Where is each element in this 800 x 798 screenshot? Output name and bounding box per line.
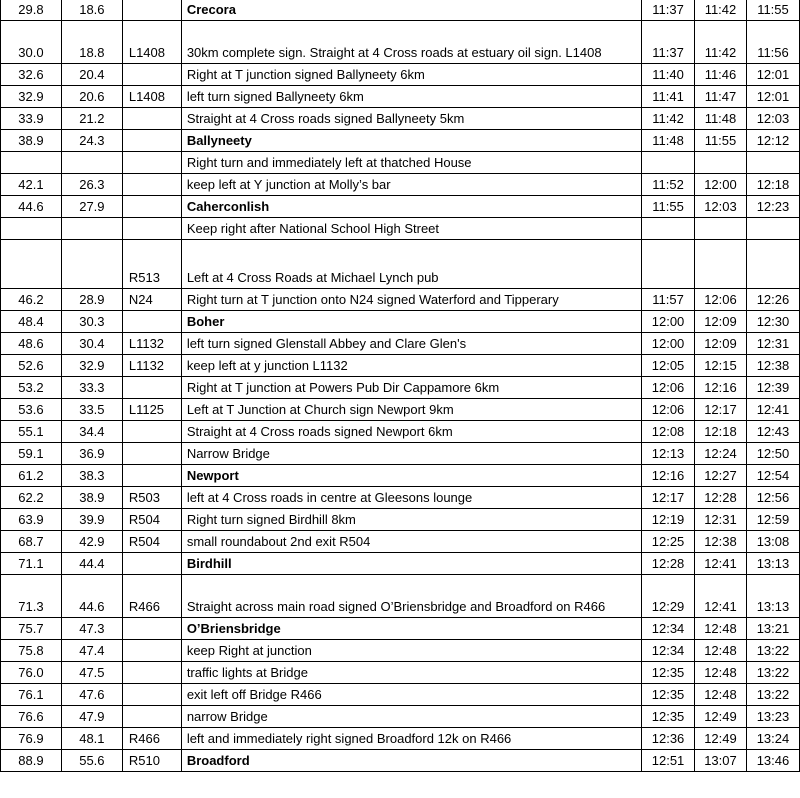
direction-cell: Straight across main road signed O’Briensbridge and Broadford on R466 (181, 575, 641, 618)
direction-cell: Right at T junction at Powers Pub Dir Cappamore 6km (181, 377, 641, 399)
town-name-cell: Ballyneety (181, 130, 641, 152)
distance-km-cell: 33.9 (1, 108, 62, 130)
distance-miles-cell: 20.4 (61, 64, 122, 86)
time-medium-cell: 12:41 (695, 575, 747, 618)
distance-miles-cell: 30.3 (61, 311, 122, 333)
time-fast-cell: 12:06 (642, 399, 695, 421)
road-number-cell (122, 465, 181, 487)
distance-miles-cell: 24.3 (61, 130, 122, 152)
distance-km-cell: 32.9 (1, 86, 62, 108)
table-row (1, 684, 800, 706)
direction-cell: left at 4 Cross roads in centre at Gleesons lounge (181, 487, 641, 509)
time-fast-cell: 12:35 (642, 662, 695, 684)
town-row (1, 196, 800, 218)
time-fast-cell (642, 218, 695, 240)
time-fast-cell: 12:06 (642, 377, 695, 399)
distance-miles-cell: 27.9 (61, 196, 122, 218)
distance-km-cell: 30.0 (1, 21, 62, 64)
distance-miles-cell (61, 240, 122, 289)
distance-km-cell: 71.3 (1, 575, 62, 618)
direction-cell: left turn signed Glenstall Abbey and Clare Glen's (181, 333, 641, 355)
time-slow-cell: 11:55 (746, 0, 799, 21)
distance-miles-cell: 18.8 (61, 21, 122, 64)
distance-km-cell: 46.2 (1, 289, 62, 311)
road-number-cell (122, 684, 181, 706)
distance-miles-cell: 39.9 (61, 509, 122, 531)
time-medium-cell: 12:48 (695, 684, 747, 706)
time-medium-cell: 12:28 (695, 487, 747, 509)
time-slow-cell (746, 152, 799, 174)
distance-km-cell: 44.6 (1, 196, 62, 218)
road-number-cell (122, 553, 181, 575)
time-medium-cell: 11:47 (695, 86, 747, 108)
town-row (1, 0, 800, 21)
distance-miles-cell: 33.3 (61, 377, 122, 399)
time-slow-cell: 13:24 (746, 728, 799, 750)
table-row (1, 218, 800, 240)
time-medium-cell: 12:15 (695, 355, 747, 377)
distance-km-cell: 68.7 (1, 531, 62, 553)
table-row (1, 443, 800, 465)
time-fast-cell: 12:17 (642, 487, 695, 509)
time-medium-cell: 12:41 (695, 553, 747, 575)
road-number-cell: R504 (122, 531, 181, 553)
distance-miles-cell (61, 152, 122, 174)
road-number-cell: L1125 (122, 399, 181, 421)
time-fast-cell: 11:52 (642, 174, 695, 196)
time-medium-cell: 12:27 (695, 465, 747, 487)
time-slow-cell: 12:31 (746, 333, 799, 355)
town-name-cell: Caherconlish (181, 196, 641, 218)
direction-cell: keep left at y junction L1132 (181, 355, 641, 377)
time-fast-cell: 12:25 (642, 531, 695, 553)
table-row (1, 21, 800, 64)
time-slow-cell: 11:56 (746, 21, 799, 64)
road-number-cell: L1132 (122, 333, 181, 355)
table-row (1, 728, 800, 750)
distance-km-cell: 48.6 (1, 333, 62, 355)
road-number-cell (122, 64, 181, 86)
time-medium-cell: 11:46 (695, 64, 747, 86)
time-fast-cell: 12:08 (642, 421, 695, 443)
time-fast-cell (642, 240, 695, 289)
road-number-cell (122, 196, 181, 218)
table-row (1, 289, 800, 311)
town-row (1, 618, 800, 640)
time-medium-cell: 12:18 (695, 421, 747, 443)
road-number-cell (122, 618, 181, 640)
time-slow-cell: 12:30 (746, 311, 799, 333)
time-medium-cell: 11:42 (695, 0, 747, 21)
distance-km-cell: 76.0 (1, 662, 62, 684)
distance-km-cell: 76.1 (1, 684, 62, 706)
table-row (1, 575, 800, 618)
time-medium-cell: 12:09 (695, 311, 747, 333)
time-slow-cell: 13:22 (746, 662, 799, 684)
time-slow-cell: 13:46 (746, 750, 799, 772)
direction-cell: exit left off Bridge R466 (181, 684, 641, 706)
direction-cell: narrow Bridge (181, 706, 641, 728)
time-slow-cell: 12:03 (746, 108, 799, 130)
table-row (1, 706, 800, 728)
time-slow-cell: 13:21 (746, 618, 799, 640)
road-number-cell: L1132 (122, 355, 181, 377)
town-name-cell: Boher (181, 311, 641, 333)
distance-miles-cell: 42.9 (61, 531, 122, 553)
table-row (1, 509, 800, 531)
time-slow-cell: 12:50 (746, 443, 799, 465)
road-number-cell (122, 311, 181, 333)
road-number-cell (122, 108, 181, 130)
time-slow-cell (746, 240, 799, 289)
time-medium-cell: 12:48 (695, 662, 747, 684)
time-medium-cell: 12:17 (695, 399, 747, 421)
distance-miles-cell: 30.4 (61, 333, 122, 355)
direction-cell: Keep right after National School High Street (181, 218, 641, 240)
time-fast-cell: 11:40 (642, 64, 695, 86)
table-row (1, 108, 800, 130)
time-fast-cell: 12:34 (642, 640, 695, 662)
time-medium-cell: 12:31 (695, 509, 747, 531)
distance-miles-cell: 32.9 (61, 355, 122, 377)
distance-km-cell: 61.2 (1, 465, 62, 487)
time-medium-cell: 12:03 (695, 196, 747, 218)
direction-cell: left turn signed Ballyneety 6km (181, 86, 641, 108)
road-number-cell: R466 (122, 575, 181, 618)
time-fast-cell: 12:35 (642, 684, 695, 706)
table-row (1, 86, 800, 108)
time-medium-cell: 12:38 (695, 531, 747, 553)
road-number-cell (122, 174, 181, 196)
road-number-cell: L1408 (122, 86, 181, 108)
time-slow-cell (746, 218, 799, 240)
distance-miles-cell: 18.6 (61, 0, 122, 21)
distance-km-cell: 38.9 (1, 130, 62, 152)
time-fast-cell: 12:51 (642, 750, 695, 772)
distance-miles-cell: 47.6 (61, 684, 122, 706)
time-fast-cell: 12:35 (642, 706, 695, 728)
road-number-cell: R510 (122, 750, 181, 772)
distance-miles-cell: 33.5 (61, 399, 122, 421)
distance-km-cell (1, 152, 62, 174)
road-number-cell: N24 (122, 289, 181, 311)
table-row (1, 531, 800, 553)
time-medium-cell: 12:16 (695, 377, 747, 399)
direction-cell: Straight at 4 Cross roads signed Newport 6km (181, 421, 641, 443)
time-fast-cell: 12:28 (642, 553, 695, 575)
distance-miles-cell: 47.3 (61, 618, 122, 640)
road-number-cell: R513 (122, 240, 181, 289)
time-slow-cell: 12:54 (746, 465, 799, 487)
time-slow-cell: 12:56 (746, 487, 799, 509)
town-name-cell: Broadford (181, 750, 641, 772)
distance-km-cell: 75.8 (1, 640, 62, 662)
table-row (1, 487, 800, 509)
distance-miles-cell: 44.4 (61, 553, 122, 575)
town-row (1, 465, 800, 487)
road-number-cell (122, 662, 181, 684)
distance-miles-cell: 38.3 (61, 465, 122, 487)
time-fast-cell: 11:57 (642, 289, 695, 311)
town-row (1, 750, 800, 772)
direction-cell: Left at 4 Cross Roads at Michael Lynch pub (181, 240, 641, 289)
time-medium-cell (695, 218, 747, 240)
distance-km-cell: 29.8 (1, 0, 62, 21)
time-medium-cell: 12:49 (695, 728, 747, 750)
time-fast-cell: 11:48 (642, 130, 695, 152)
time-medium-cell: 11:42 (695, 21, 747, 64)
distance-km-cell: 76.9 (1, 728, 62, 750)
town-row (1, 553, 800, 575)
direction-cell: Straight at 4 Cross roads signed Ballyneety 5km (181, 108, 641, 130)
road-number-cell (122, 421, 181, 443)
time-medium-cell: 12:00 (695, 174, 747, 196)
distance-miles-cell: 36.9 (61, 443, 122, 465)
direction-cell: Right at T junction signed Ballyneety 6km (181, 64, 641, 86)
distance-miles-cell: 38.9 (61, 487, 122, 509)
time-medium-cell: 12:48 (695, 618, 747, 640)
road-number-cell: R466 (122, 728, 181, 750)
distance-miles-cell: 47.9 (61, 706, 122, 728)
time-medium-cell: 12:24 (695, 443, 747, 465)
distance-km-cell: 52.6 (1, 355, 62, 377)
time-slow-cell: 12:59 (746, 509, 799, 531)
time-fast-cell: 12:34 (642, 618, 695, 640)
town-name-cell: Newport (181, 465, 641, 487)
time-slow-cell: 12:01 (746, 64, 799, 86)
road-number-cell (122, 218, 181, 240)
time-fast-cell: 12:05 (642, 355, 695, 377)
time-fast-cell: 12:00 (642, 333, 695, 355)
distance-km-cell: 75.7 (1, 618, 62, 640)
time-medium-cell: 12:09 (695, 333, 747, 355)
distance-miles-cell: 28.9 (61, 289, 122, 311)
distance-km-cell: 63.9 (1, 509, 62, 531)
distance-miles-cell: 26.3 (61, 174, 122, 196)
road-number-cell: L1408 (122, 21, 181, 64)
time-medium-cell: 11:55 (695, 130, 747, 152)
road-number-cell (122, 377, 181, 399)
distance-miles-cell: 48.1 (61, 728, 122, 750)
road-number-cell: R504 (122, 509, 181, 531)
distance-km-cell: 88.9 (1, 750, 62, 772)
time-fast-cell: 11:37 (642, 21, 695, 64)
direction-cell: Right turn signed Birdhill 8km (181, 509, 641, 531)
town-row (1, 311, 800, 333)
distance-miles-cell: 44.6 (61, 575, 122, 618)
time-fast-cell: 12:00 (642, 311, 695, 333)
time-fast-cell: 12:16 (642, 465, 695, 487)
distance-km-cell: 32.6 (1, 64, 62, 86)
distance-miles-cell: 47.5 (61, 662, 122, 684)
direction-cell: keep left at Y junction at Molly’s bar (181, 174, 641, 196)
time-medium-cell: 12:49 (695, 706, 747, 728)
time-fast-cell: 11:42 (642, 108, 695, 130)
time-slow-cell: 12:39 (746, 377, 799, 399)
table-row (1, 377, 800, 399)
time-slow-cell: 12:12 (746, 130, 799, 152)
distance-miles-cell (61, 218, 122, 240)
time-fast-cell: 12:36 (642, 728, 695, 750)
time-fast-cell: 12:19 (642, 509, 695, 531)
road-number-cell (122, 706, 181, 728)
distance-miles-cell: 47.4 (61, 640, 122, 662)
table-row (1, 662, 800, 684)
table-row (1, 174, 800, 196)
time-fast-cell: 11:37 (642, 0, 695, 21)
direction-cell: Narrow Bridge (181, 443, 641, 465)
time-medium-cell (695, 152, 747, 174)
road-number-cell (122, 640, 181, 662)
time-slow-cell: 12:01 (746, 86, 799, 108)
time-medium-cell (695, 240, 747, 289)
time-fast-cell: 11:41 (642, 86, 695, 108)
time-slow-cell: 12:18 (746, 174, 799, 196)
distance-miles-cell: 55.6 (61, 750, 122, 772)
direction-cell: keep Right at junction (181, 640, 641, 662)
table-row (1, 421, 800, 443)
distance-km-cell: 53.2 (1, 377, 62, 399)
time-slow-cell: 12:38 (746, 355, 799, 377)
distance-km-cell: 76.6 (1, 706, 62, 728)
road-number-cell (122, 0, 181, 21)
road-number-cell (122, 130, 181, 152)
time-slow-cell: 13:13 (746, 553, 799, 575)
road-number-cell: R503 (122, 487, 181, 509)
table-row (1, 399, 800, 421)
direction-cell: Right turn at T junction onto N24 signed Waterford and Tipperary (181, 289, 641, 311)
time-slow-cell: 12:43 (746, 421, 799, 443)
road-number-cell (122, 443, 181, 465)
direction-cell: Right turn and immediately left at thatched House (181, 152, 641, 174)
table-row (1, 333, 800, 355)
direction-cell: small roundabout 2nd exit R504 (181, 531, 641, 553)
time-medium-cell: 12:48 (695, 640, 747, 662)
time-fast-cell (642, 152, 695, 174)
distance-miles-cell: 20.6 (61, 86, 122, 108)
town-name-cell: Crecora (181, 0, 641, 21)
time-slow-cell: 13:13 (746, 575, 799, 618)
direction-cell: Left at T Junction at Church sign Newport 9km (181, 399, 641, 421)
distance-km-cell: 48.4 (1, 311, 62, 333)
direction-cell: traffic lights at Bridge (181, 662, 641, 684)
distance-miles-cell: 21.2 (61, 108, 122, 130)
distance-miles-cell: 34.4 (61, 421, 122, 443)
table-row (1, 64, 800, 86)
town-row (1, 130, 800, 152)
table-row (1, 355, 800, 377)
road-number-cell (122, 152, 181, 174)
time-fast-cell: 12:13 (642, 443, 695, 465)
town-name-cell: Birdhill (181, 553, 641, 575)
time-medium-cell: 12:06 (695, 289, 747, 311)
time-slow-cell: 12:41 (746, 399, 799, 421)
distance-km-cell: 62.2 (1, 487, 62, 509)
direction-cell: 30km complete sign. Straight at 4 Cross roads at estuary oil sign. L1408 (181, 21, 641, 64)
time-fast-cell: 11:55 (642, 196, 695, 218)
table-row (1, 152, 800, 174)
time-medium-cell: 13:07 (695, 750, 747, 772)
time-slow-cell: 13:22 (746, 684, 799, 706)
town-name-cell: O’Briensbridge (181, 618, 641, 640)
route-table-body (1, 0, 800, 772)
table-row (1, 240, 800, 289)
distance-km-cell: 42.1 (1, 174, 62, 196)
time-fast-cell: 12:29 (642, 575, 695, 618)
distance-km-cell: 53.6 (1, 399, 62, 421)
direction-cell: left and immediately right signed Broadford 12k on R466 (181, 728, 641, 750)
time-slow-cell: 12:26 (746, 289, 799, 311)
time-slow-cell: 12:23 (746, 196, 799, 218)
time-slow-cell: 13:08 (746, 531, 799, 553)
time-slow-cell: 13:22 (746, 640, 799, 662)
time-medium-cell: 11:48 (695, 108, 747, 130)
distance-km-cell: 55.1 (1, 421, 62, 443)
time-slow-cell: 13:23 (746, 706, 799, 728)
distance-km-cell (1, 218, 62, 240)
distance-km-cell (1, 240, 62, 289)
distance-km-cell: 59.1 (1, 443, 62, 465)
distance-km-cell: 71.1 (1, 553, 62, 575)
table-row (1, 640, 800, 662)
